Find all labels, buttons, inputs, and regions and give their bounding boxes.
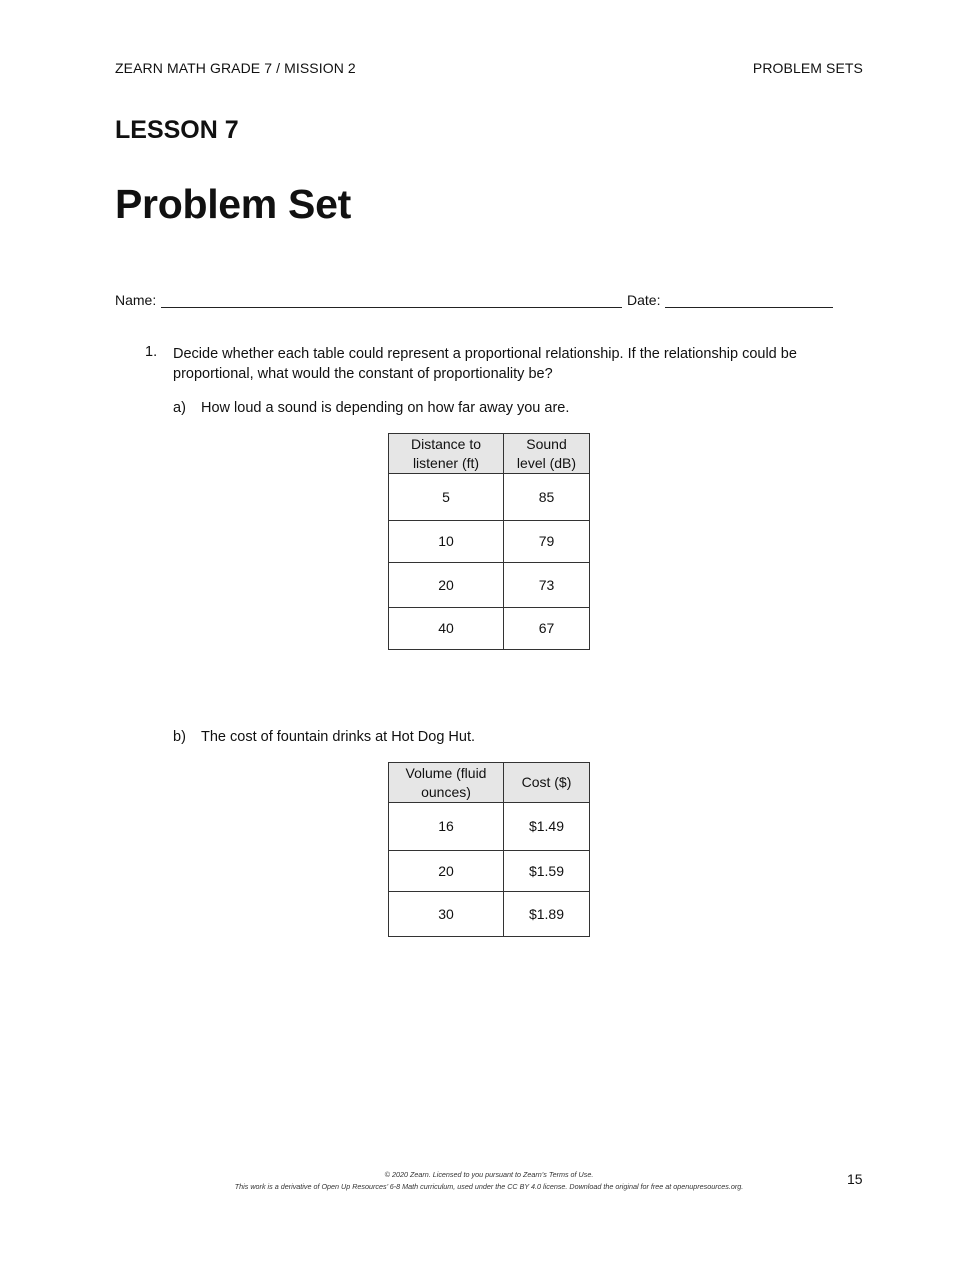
table-cell: 5: [389, 474, 504, 521]
table-row: [389, 521, 590, 563]
date-field[interactable]: [665, 307, 833, 308]
name-field[interactable]: [161, 307, 622, 308]
table-cell: 10: [389, 521, 504, 563]
table-cell: $1.89: [504, 892, 590, 937]
table-row: [389, 892, 590, 937]
table-row: [389, 563, 590, 608]
table-b-header-cost: Cost ($): [504, 763, 590, 803]
header-right: PROBLEM SETS: [752, 60, 863, 76]
part-b-letter: b): [173, 729, 186, 745]
table-cell: 67: [504, 608, 590, 650]
date-label: Date:: [627, 292, 661, 308]
table-row: [389, 851, 590, 892]
question-text: Decide whether each table could represent a proportional relationship. If the relationship could be proportional, what would the constant of proportionality be?: [173, 346, 797, 382]
table-row: [389, 608, 590, 650]
name-label: Name:: [115, 292, 157, 308]
table-cell: $1.59: [504, 851, 590, 892]
footer-license: This work is a derivative of Open Up Resources’ 6-8 Math curriculum, used under the CC BY 4.0 license. Download the original for free at openupresources.org.: [234, 1182, 744, 1191]
part-b-text: The cost of fountain drinks at Hot Dog Hut.: [201, 729, 476, 745]
table-cell: $1.49: [504, 803, 590, 851]
table-cell: 85: [504, 474, 590, 521]
table-cell: 20: [389, 851, 504, 892]
footer-copyright: © 2020 Zearn. Licensed to you pursuant to Zearn’s Terms of Use.: [384, 1170, 594, 1179]
table-cell: 16: [389, 803, 504, 851]
table-cell: 73: [504, 563, 590, 608]
table-cell: 30: [389, 892, 504, 937]
header-left: ZEARN MATH GRADE 7 / MISSION 2: [115, 60, 356, 76]
table-part-b: [388, 762, 590, 937]
table-row: [389, 474, 590, 521]
table-a-header-sound: Sound level (dB): [504, 434, 590, 474]
table-cell: 20: [389, 563, 504, 608]
part-a-letter: a): [173, 400, 186, 416]
table-row: [389, 803, 590, 851]
question-number: 1.: [145, 344, 158, 360]
page-title: Problem Set: [115, 181, 351, 227]
page-number: 15: [847, 1171, 863, 1187]
table-part-a: [388, 433, 590, 650]
table-a-header-distance: Distance to listener (ft): [389, 434, 504, 474]
table-b-header-volume: Volume (fluid ounces): [389, 763, 504, 803]
table-cell: 40: [389, 608, 504, 650]
part-a-text: How loud a sound is depending on how far away you are.: [201, 400, 570, 416]
lesson-label: LESSON 7: [115, 116, 239, 144]
table-cell: 79: [504, 521, 590, 563]
